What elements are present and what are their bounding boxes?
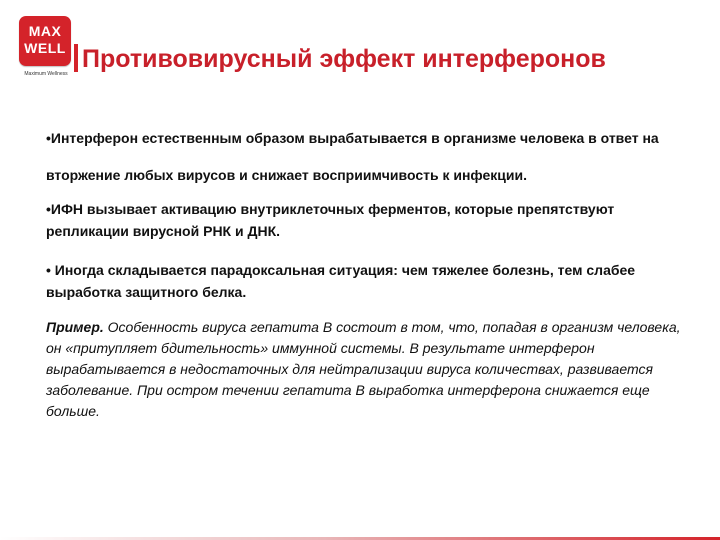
logo-text-well: WELL	[24, 40, 66, 56]
logo-text-max: MAX	[28, 23, 62, 39]
bullet-paragraph-2: •ИФН вызывает активацию внутриклеточных ферментов, которые препятствуют репликации вирусной РНК и ДНК.	[46, 201, 615, 239]
bullet-paragraph-1: •Интерферон естественным образом вырабатывается в организме человека в ответ на вторжение любых вирусов и снижает восприимчивость к инфекции.	[46, 130, 659, 183]
maxwell-logo	[13, 16, 79, 82]
logo-tagline: Maximum Wellness	[24, 71, 68, 77]
example-paragraph	[46, 317, 686, 422]
bullet-paragraph-3: • Иногда складывается парадоксальная ситуация: чем тяжелее болезнь, тем слабее выработка защитного белка.	[46, 262, 636, 300]
slide-title: Противовирусный эффект интерферонов	[82, 45, 606, 73]
example-body: Особенность вируса гепатита В состоит в том, что, попадая в организм человека, он «притупляет бдительность» иммунной системы. В результате интерферон вырабатывается в недостаточных для нейтрализации вируса количествах, развивается заболевание. При остром течении гепатита В выработка интерферона снижается еще больше.	[46, 319, 681, 419]
example-lead: Пример.	[46, 319, 104, 335]
title-accent-bar	[74, 44, 78, 72]
logo-badge	[19, 16, 71, 66]
